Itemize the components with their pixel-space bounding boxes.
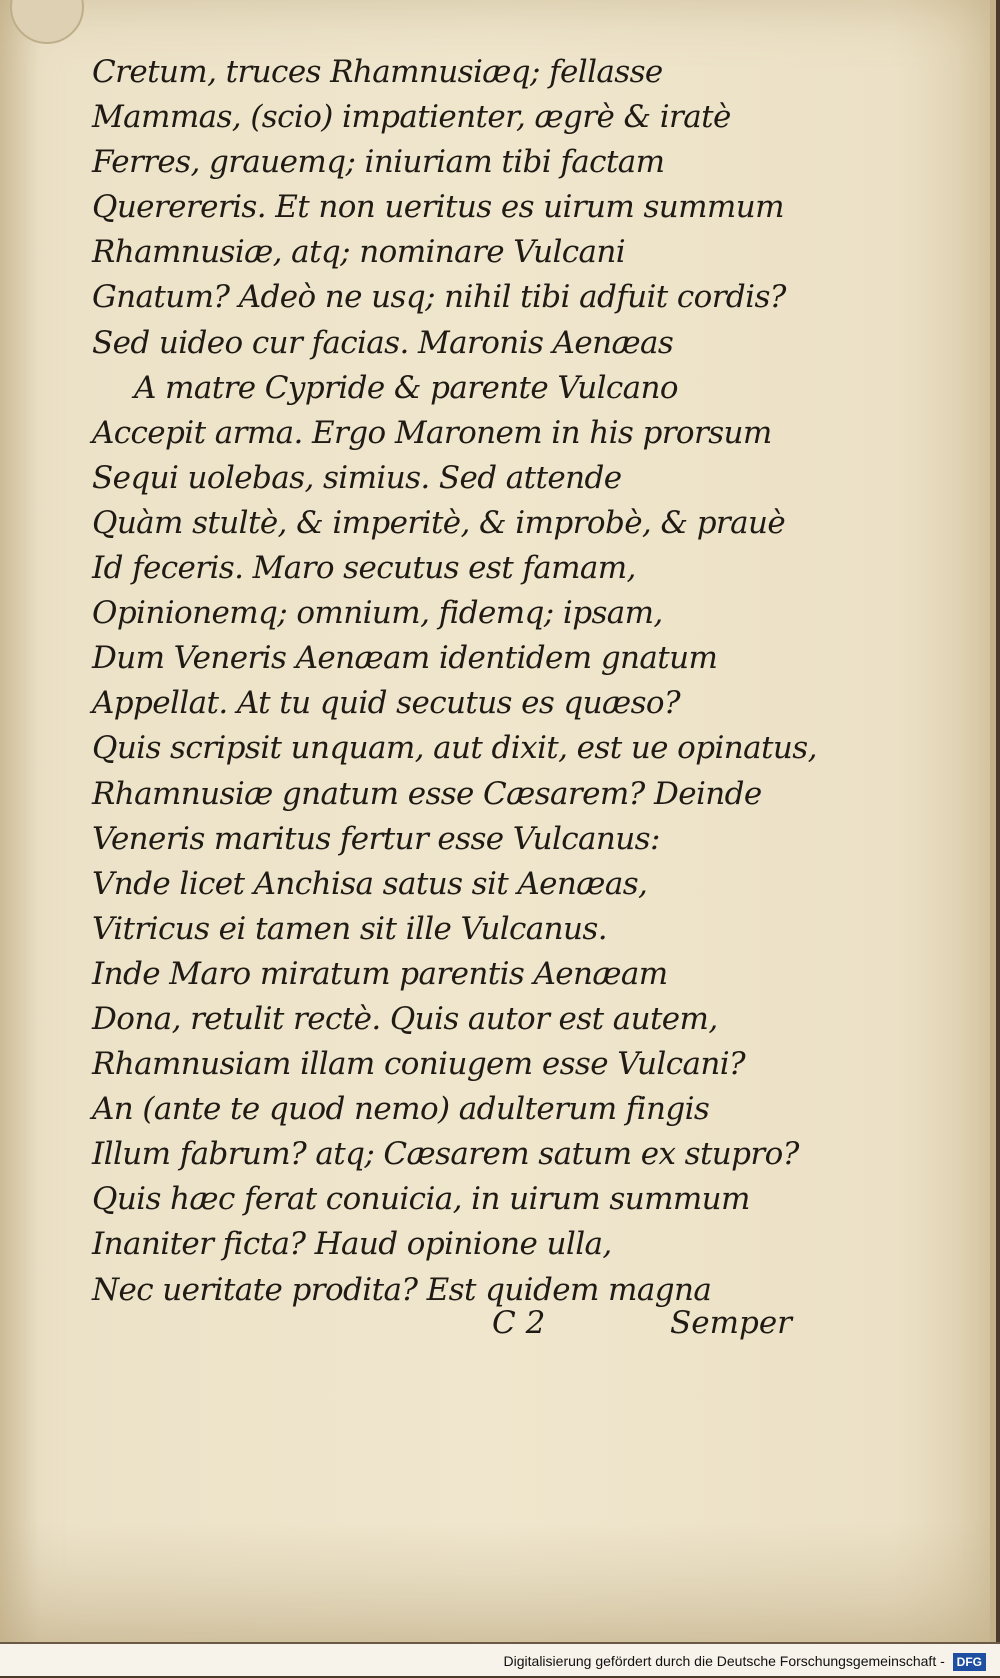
text-line: Rhamnusiæ gnatum esse Cæsarem? Deinde <box>92 775 762 812</box>
text-line: Illum fabrum? atq; Cæsarem satum ex stupro? <box>92 1136 799 1173</box>
poem-text <box>92 50 817 1313</box>
text-line: Nec ueritate prodita? Est quidem magna <box>92 1271 712 1308</box>
text-line: A matre Cypride & parente Vulcano <box>134 369 678 406</box>
text-line: Veneris maritus fertur esse Vulcanus: <box>92 820 660 857</box>
text-line: Dum Veneris Aenæam identidem gnatum <box>92 640 718 677</box>
text-line: Id feceris. Maro secutus est famam, <box>92 550 636 587</box>
text-line: Vitricus ei tamen sit ille Vulcanus. <box>92 910 607 947</box>
text-line: Vnde licet Anchisa satus sit Aenæas, <box>92 865 648 902</box>
text-line: An (ante te quod nemo) adulterum fingis <box>92 1091 710 1128</box>
signature-mark: C 2 <box>492 1305 546 1341</box>
text-line: Rhamnusiam illam coniugem esse Vulcani? <box>92 1046 746 1083</box>
dfg-logo: DFG <box>953 1653 986 1671</box>
text-line: Sequi uolebas, simius. Sed attende <box>92 459 622 496</box>
text-line: Inde Maro miratum parentis Aenæam <box>92 955 668 992</box>
text-line: Quàm stultè, & imperitè, & improbè, & prauè <box>92 504 786 541</box>
text-line: Sed uideo cur facias. Maronis Aenæas <box>92 324 674 361</box>
digitization-footer <box>0 1642 1000 1676</box>
paper-stain <box>10 0 84 44</box>
text-line: Dona, retulit rectè. Quis autor est autem, <box>92 1000 718 1037</box>
text-line: Cretum, truces Rhamnusiæq; fellasse <box>92 54 663 90</box>
text-line: Mammas, (scio) impatienter, ægrè & iratè <box>92 99 731 136</box>
text-line: Ferres, grauemq; iniuriam tibi factam <box>92 144 665 181</box>
text-line: Inaniter ficta? Haud opinione ulla, <box>92 1226 612 1263</box>
catchword: Semper <box>670 1305 792 1341</box>
text-line: Querereris. Et non ueritus es uirum summum <box>92 189 784 226</box>
text-line: Opinionemq; omnium, fidemq; ipsam, <box>92 595 663 632</box>
footer-text: Digitalisierung gefördert durch die Deutsche Forschungsgemeinschaft - <box>503 1653 945 1669</box>
text-line: Rhamnusiæ, atq; nominare Vulcani <box>92 234 626 271</box>
page-foot <box>92 1305 792 1353</box>
text-line: Gnatum? Adeò ne usq; nihil tibi adfuit cordis? <box>92 279 786 316</box>
text-line: Accepit arma. Ergo Maronem in his prorsum <box>92 414 772 451</box>
text-line: Quis scripsit unquam, aut dixit, est ue opinatus, <box>92 730 817 767</box>
text-line: Appellat. At tu quid secutus es quæso? <box>92 685 680 722</box>
text-line: Quis hæc ferat conuicia, in uirum summum <box>92 1181 750 1218</box>
